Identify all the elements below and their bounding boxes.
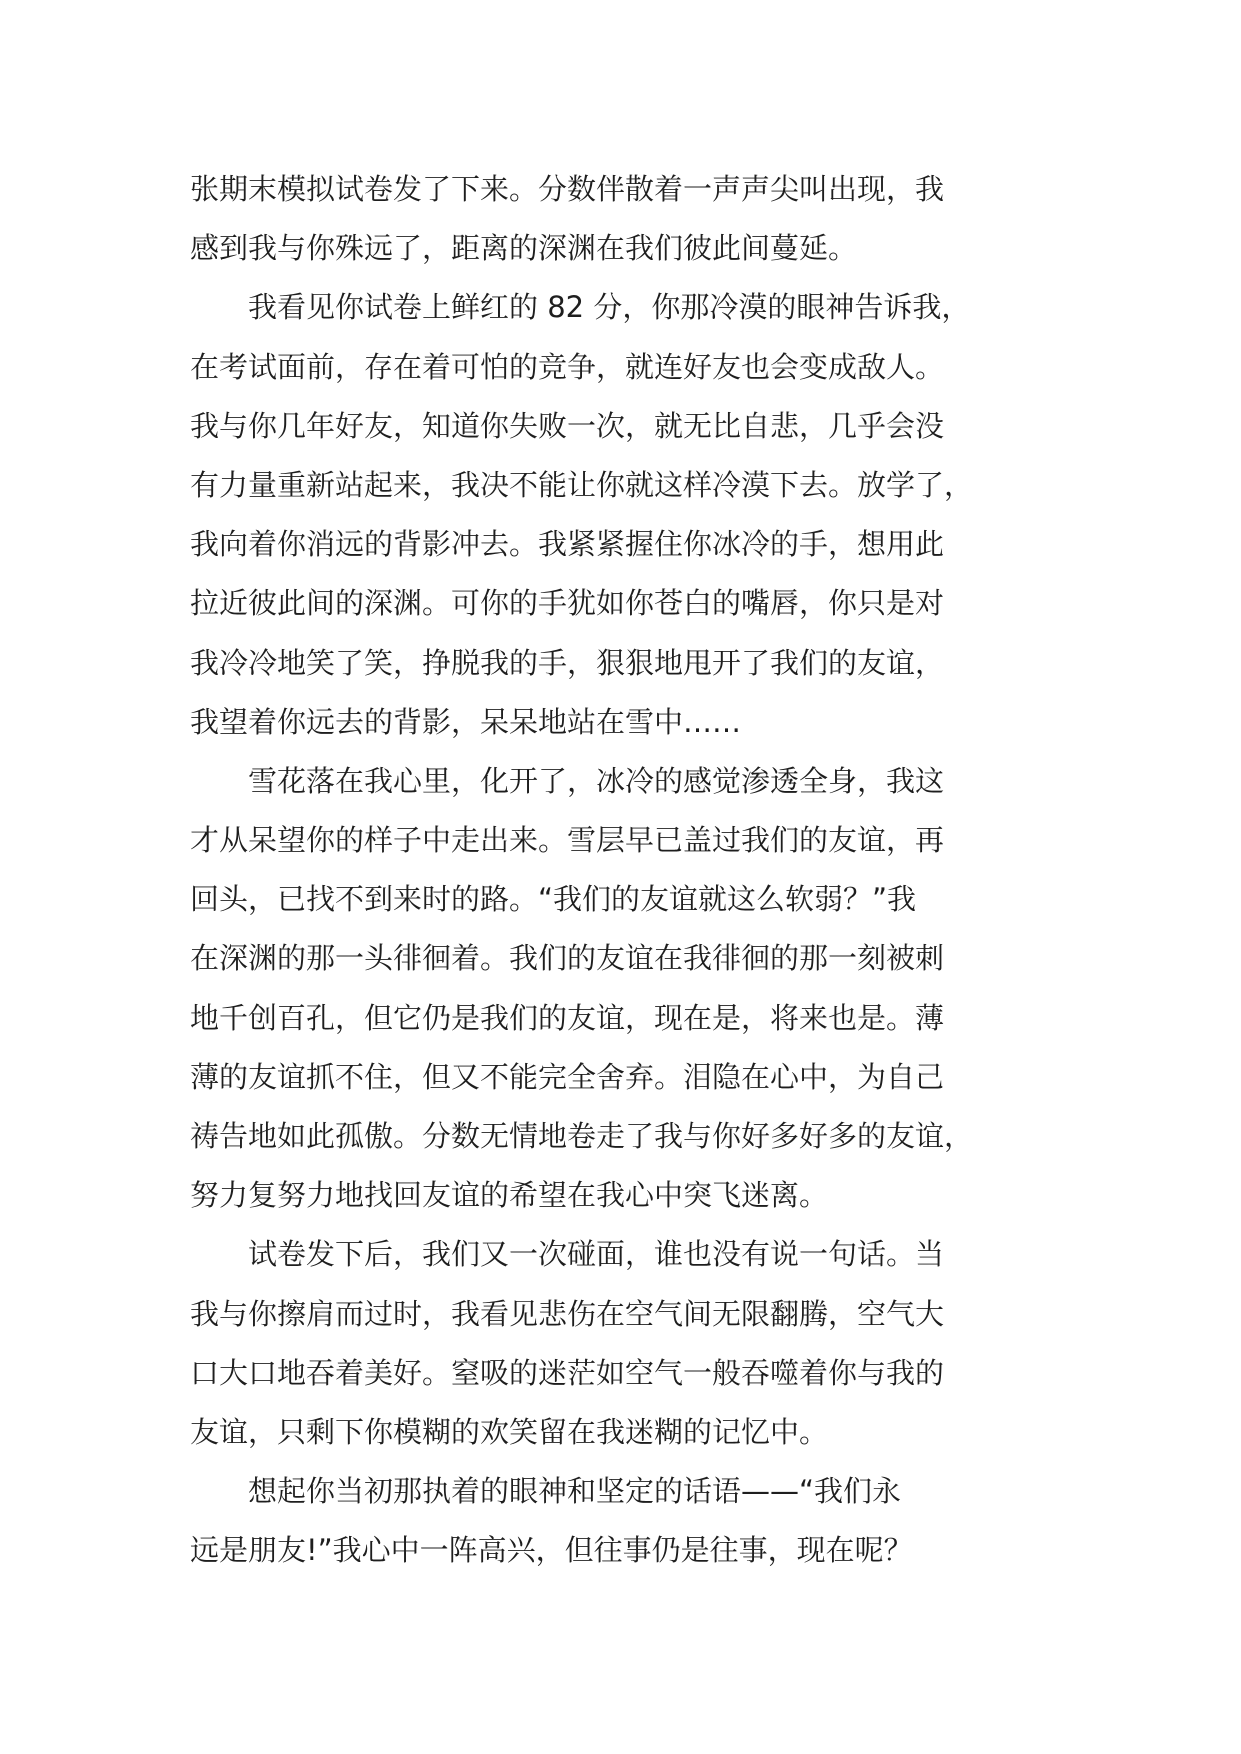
text-line: 友谊，只剩下你模糊的欢笑留在我迷糊的记忆中。: [190, 1414, 829, 1449]
text-line: 才从呆望你的样子中走出来。雪层早已盖过我们的友谊，再: [190, 823, 945, 858]
text-line: 张期末模拟试卷发了下来。分数伴散着一声声尖叫出现，我: [190, 172, 945, 206]
text-line: 回头，已找不到来时的路。“我们的友谊就这么软弱？”我: [190, 882, 917, 917]
text-line: 我看见你试卷上鲜红的 82 分，你那冷漠的眼神告诉我，: [190, 290, 971, 325]
text-line: 在深渊的那一头徘徊着。我们的友谊在我徘徊的那一刻被刺: [190, 941, 945, 976]
text-line: 想起你当初那执着的眼神和坚定的话语——“我们永: [190, 1474, 902, 1509]
text-line: 有力量重新站起来，我决不能让你就这样冷漠下去。放学了，: [190, 467, 974, 502]
text-line: 远是朋友!”我心中一阵高兴，但往事仍是往事，现在呢？: [190, 1533, 913, 1568]
text-line: 试卷发下后，我们又一次碰面，谁也没有说一句话。当: [190, 1237, 945, 1272]
text-line: 拉近彼此间的深渊。可你的手犹如你苍白的嘴唇，你只是对: [190, 586, 945, 621]
text-line: 我望着你远去的背影，呆呆地站在雪中……: [190, 704, 742, 739]
text-line: 薄的友谊抓不住，但又不能完全舍弃。泪隐在心中，为自己: [190, 1059, 945, 1094]
text-line: 雪花落在我心里，化开了，冰冷的感觉渗透全身，我这: [190, 763, 945, 798]
text-line: 感到我与你殊远了，距离的深渊在我们彼此间蔓延。: [190, 231, 858, 266]
text-line: 我与你擦肩而过时，我看见悲伤在空气间无限翻腾，空气大: [190, 1296, 945, 1331]
text-line: 我与你几年好友，知道你失败一次，就无比自悲，几乎会没: [190, 408, 945, 443]
text-line: 口大口地吞着美好。窒吸的迷茫如空气一般吞噬着你与我的: [190, 1355, 945, 1390]
text-line: 我冷冷地笑了笑，挣脱我的手，狠狠地甩开了我们的友谊，: [190, 645, 945, 680]
text-line: 我向着你消远的背影冲去。我紧紧握住你冰冷的手，想用此: [190, 527, 945, 562]
text-line: 祷告地如此孤傲。分数无情地卷走了我与你好多好多的友谊，: [190, 1119, 974, 1153]
essay-text: [190, 160, 1060, 1581]
text-line: 地千创百孔，但它仍是我们的友谊，现在是，将来也是。薄: [190, 1000, 945, 1035]
text-line: 努力复努力地找回友谊的希望在我心中突飞迷离。: [190, 1178, 829, 1213]
text-line: 在考试面前，存在着可怕的竞争，就连好友也会变成敌人。: [190, 349, 945, 384]
